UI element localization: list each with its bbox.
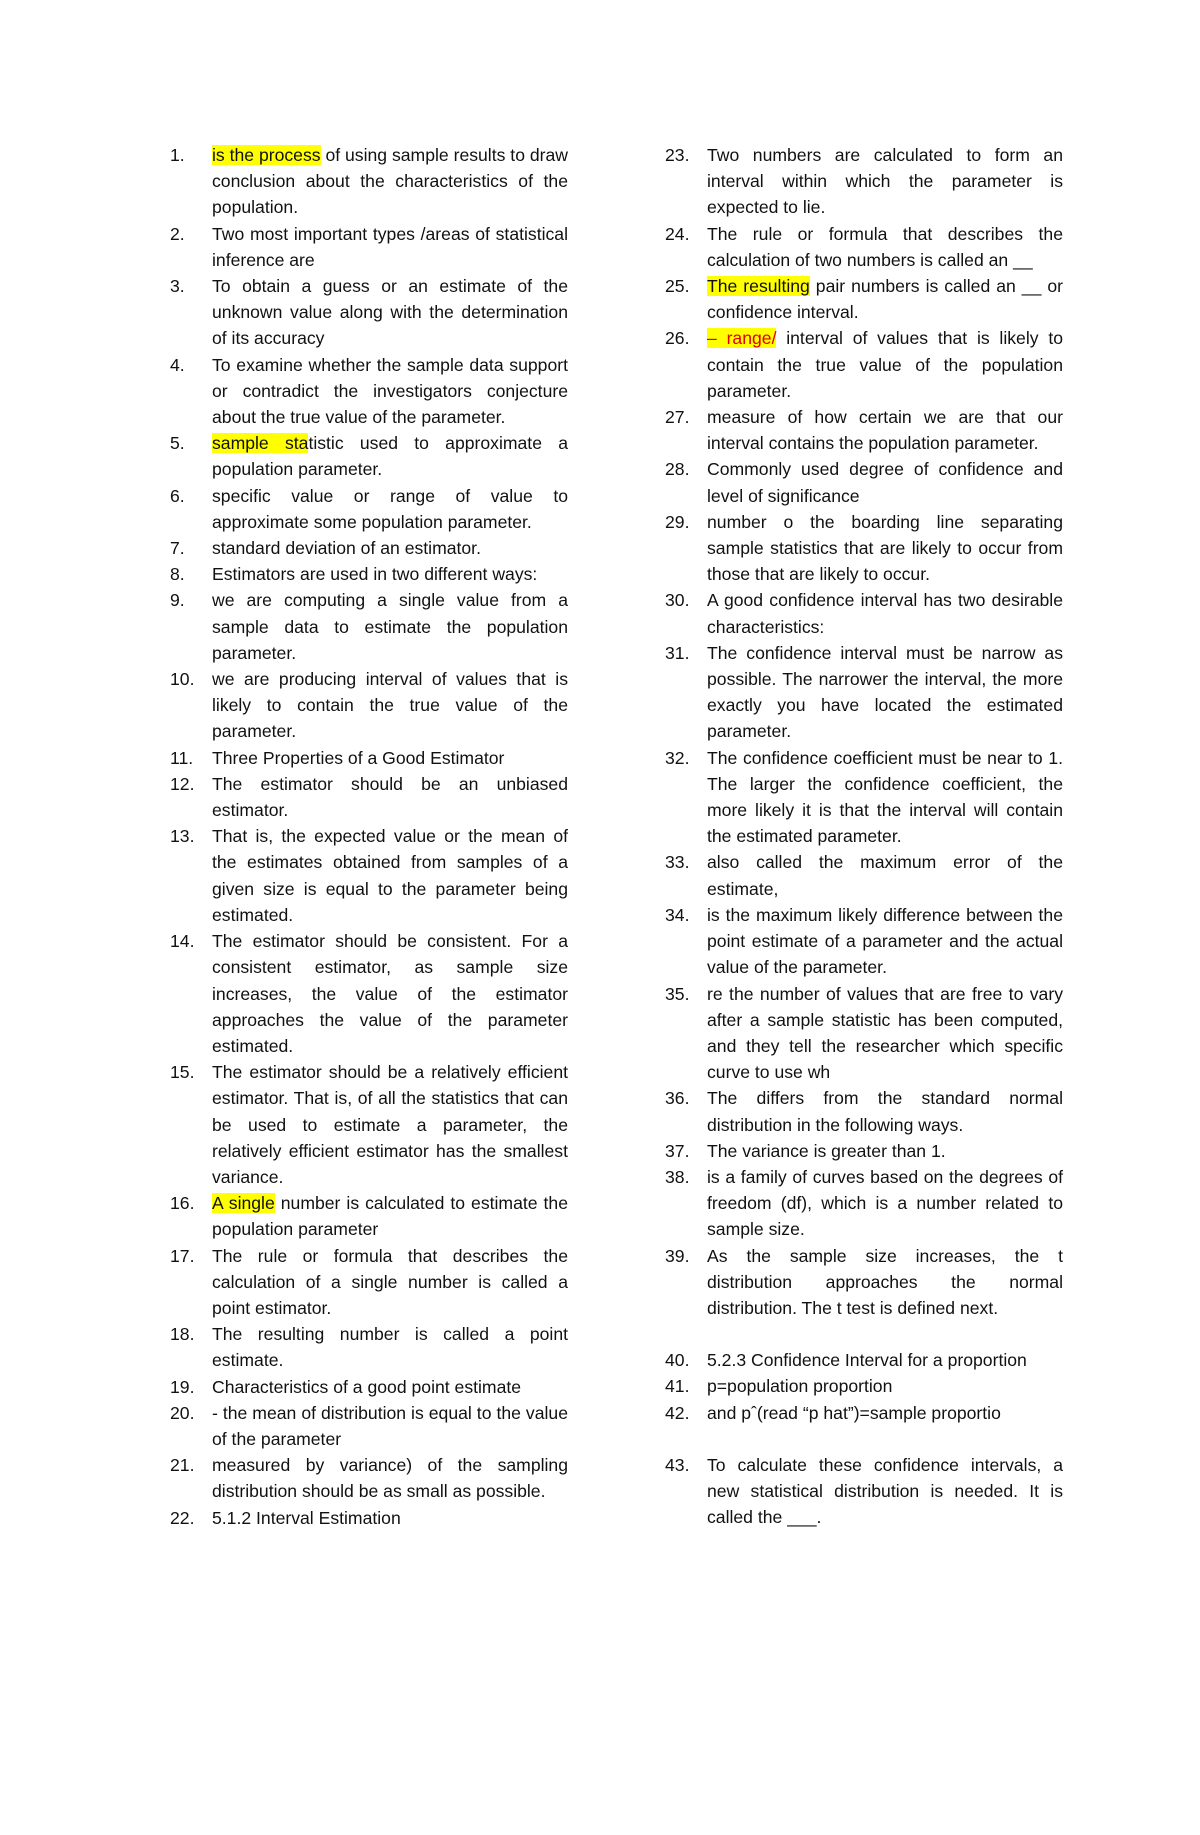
item-text: As the sample size increases, the t distribution approaches the normal distribution. The t test is defined next. [707, 1245, 1063, 1318]
list-item [170, 352, 568, 431]
list-item [170, 928, 568, 1059]
item-number: 18. [170, 1324, 195, 1345]
item-number: 34. [665, 904, 690, 925]
item-number: 33. [665, 852, 690, 873]
item-number: 1. [170, 145, 185, 165]
item-number: 20. [170, 1402, 195, 1423]
item-number: 10. [170, 669, 195, 690]
highlighted-text: A single [212, 1193, 275, 1214]
item-number: 24. [665, 223, 690, 244]
item-number: 9. [170, 590, 185, 611]
item-text: Two numbers are calculated to form an interval within which the parameter is expected to lie. [707, 145, 1063, 218]
item-text: The rule or formula that describes the calculation of two numbers is called an __ [707, 223, 1063, 270]
list-item [170, 142, 568, 221]
item-text: To obtain a guess or an estimate of the unknown value along with the determination of its accuracy [212, 276, 568, 349]
item-text: The estimator should be consistent. For a consistent estimator, as sample size increases, the value of the estimator approaches the value of the parameter estimated. [212, 931, 568, 1056]
item-number: 38. [665, 1166, 690, 1187]
list-item [665, 902, 1063, 981]
list-item [170, 771, 568, 823]
item-text: of using sample results to draw conclusion about the characteristics of the population. [212, 145, 569, 218]
list-item [665, 1452, 1063, 1531]
list-item [665, 849, 1063, 901]
item-number: 12. [170, 773, 195, 794]
item-text: and pˆ(read “p hat”)=sample proportio [707, 1402, 1001, 1423]
item-text: A good confidence interval has two desirable characteristics: [707, 590, 1063, 637]
item-text: The confidence interval must be narrow as possible. The narrower the interval, the more exactly you have located the estimated parameter. [707, 642, 1063, 742]
item-text: Commonly used degree of confidence and level of significance [707, 459, 1063, 506]
item-number: 14. [170, 931, 195, 952]
item-text: interval of values that is likely to contain the true value of the population parameter. [707, 328, 1063, 401]
item-text: we are computing a single value from a sample data to estimate the population parameter. [212, 590, 568, 663]
item-text: Two most important types /areas of statistical inference are [212, 223, 568, 270]
list-item [170, 1400, 568, 1452]
item-text: 5.1.2 Interval Estimation [212, 1507, 401, 1528]
list-item [170, 1243, 568, 1322]
list-item [665, 640, 1063, 745]
highlighted-text: is the process [212, 145, 321, 165]
list-item [170, 1374, 568, 1400]
item-number: 30. [665, 590, 690, 611]
list-item [665, 456, 1063, 508]
item-text: re the number of values that are free to vary after a sample statistic has been computed, and they tell the researcher which specific curve to use wh [707, 983, 1063, 1083]
list-item [170, 273, 568, 352]
item-number: 21. [170, 1455, 195, 1476]
item-text: also called the maximum error of the estimate, [707, 852, 1063, 899]
item-text: That is, the expected value or the mean of the estimates obtained from samples of a given size is equal to the parameter being estimated. [212, 826, 568, 925]
list-item [665, 404, 1063, 456]
item-text: specific value or range of value to approximate some population parameter. [212, 485, 568, 532]
item-number: 36. [665, 1088, 690, 1109]
item-number: 16. [170, 1193, 195, 1214]
list-item [665, 1138, 1063, 1164]
item-number: 8. [170, 564, 185, 585]
list-item [665, 981, 1063, 1086]
item-text: measure of how certain we are that our interval contains the population parameter. [707, 407, 1063, 454]
list-item [170, 587, 568, 666]
item-number: 11. [170, 747, 194, 768]
item-text: Characteristics of a good point estimate [212, 1376, 522, 1397]
item-text: The estimator should be a relatively efficient estimator. That is, of all the statistics that can be used to estimate a parameter, the relatively efficient estimator has the smallest variance. [212, 1062, 568, 1187]
list-item [170, 1059, 568, 1190]
left-column [170, 142, 568, 1531]
item-text: The variance is greater than 1. [707, 1140, 946, 1161]
list-item [170, 1190, 568, 1242]
item-text: The estimator should be an unbiased estimator. [212, 773, 568, 821]
item-number: 17. [170, 1245, 195, 1266]
item-number: 5. [170, 433, 185, 454]
list-item [665, 142, 1063, 221]
item-number: 40. [665, 1350, 690, 1371]
item-number: 7. [170, 538, 185, 559]
item-text: To calculate these confidence intervals, a new statistical distribution is needed. It is called the ___. [707, 1454, 1063, 1528]
item-number: 23. [665, 145, 690, 165]
list-item [665, 1085, 1063, 1137]
list-item [665, 745, 1063, 850]
list-item [665, 1164, 1063, 1243]
list-item [665, 509, 1063, 588]
item-number: 13. [170, 826, 195, 847]
item-text: 5.2.3 Confidence Interval for a proportion [707, 1350, 1027, 1371]
item-number: 31. [665, 642, 690, 663]
item-text: p=population proportion [707, 1376, 893, 1397]
item-number: 43. [665, 1454, 690, 1475]
highlighted-text: – range/ [707, 328, 777, 349]
list-item [665, 221, 1063, 273]
item-number: 32. [665, 747, 690, 768]
item-number: 28. [665, 459, 690, 480]
list-item [170, 1321, 568, 1373]
blank-line [665, 1426, 1063, 1452]
item-number: 22. [170, 1507, 195, 1528]
list-item [665, 587, 1063, 639]
list-item [665, 1400, 1063, 1426]
list-item [665, 1243, 1063, 1322]
item-text: is the maximum likely difference between the point estimate of a parameter and the actual value of the parameter. [707, 904, 1063, 978]
list-item [170, 430, 568, 482]
list-item [170, 1505, 568, 1531]
item-number: 26. [665, 328, 690, 349]
blank-line [665, 1321, 1063, 1347]
list-item [170, 666, 568, 745]
item-text: The differs from the standard normal distribution in the following ways. [707, 1088, 1063, 1135]
item-text: Estimators are used in two different ways: [212, 564, 538, 585]
item-text: we are producing interval of values that is likely to contain the true value of the parameter. [212, 669, 568, 742]
item-text: number o the boarding line separating sample statistics that are likely to occur from those that are likely to occur. [707, 511, 1063, 585]
item-number: 41. [665, 1376, 690, 1397]
item-text: To examine whether the sample data support or contradict the investigators conjecture about the true value of the parameter. [212, 354, 568, 428]
item-number: 4. [170, 354, 185, 375]
item-number: 15. [170, 1062, 195, 1083]
list-item [170, 561, 568, 587]
item-text: tistic used to approximate a population parameter. [212, 433, 569, 480]
list-item [170, 535, 568, 561]
highlighted-text: The resulting [707, 276, 810, 297]
item-number: 2. [170, 223, 185, 244]
list-item [170, 221, 568, 273]
list-item [665, 1347, 1063, 1373]
item-number: 35. [665, 983, 690, 1004]
item-text: number is calculated to estimate the population parameter [212, 1193, 568, 1240]
list-item [665, 1373, 1063, 1399]
item-text: pair numbers is called an __ or confidence interval. [707, 276, 1063, 323]
list-item [170, 483, 568, 535]
item-text: Three Properties of a Good Estimator [212, 747, 505, 768]
item-text: is a family of curves based on the degrees of freedom (df), which is a number related to sample size. [707, 1166, 1063, 1240]
item-text: measured by variance) of the sampling distribution should be as small as possible. [212, 1455, 568, 1502]
item-number: 37. [665, 1140, 690, 1161]
item-number: 3. [170, 276, 185, 297]
list-item [170, 1452, 568, 1504]
item-number: 42. [665, 1402, 690, 1423]
list-item [665, 273, 1063, 325]
highlighted-text: sample sta [212, 433, 309, 454]
item-number: 27. [665, 407, 690, 428]
item-text: The resulting number is called a point estimate. [212, 1324, 568, 1371]
item-number: 29. [665, 511, 690, 532]
list-item [170, 745, 568, 771]
item-text: The confidence coefficient must be near to 1. The larger the confidence coefficient, the more likely it is that the interval will contain the estimated parameter. [707, 747, 1063, 847]
right-column [665, 142, 1063, 1530]
item-number: 6. [170, 485, 185, 506]
item-number: 25. [665, 276, 690, 297]
item-text: standard deviation of an estimator. [212, 538, 481, 559]
item-text: The rule or formula that describes the calculation of a single number is called a point estimator. [212, 1245, 568, 1318]
list-item [170, 823, 568, 928]
item-number: 39. [665, 1245, 690, 1266]
item-number: 19. [170, 1376, 195, 1397]
item-text: - the mean of distribution is equal to the value of the parameter [212, 1402, 568, 1449]
list-item [665, 325, 1063, 404]
